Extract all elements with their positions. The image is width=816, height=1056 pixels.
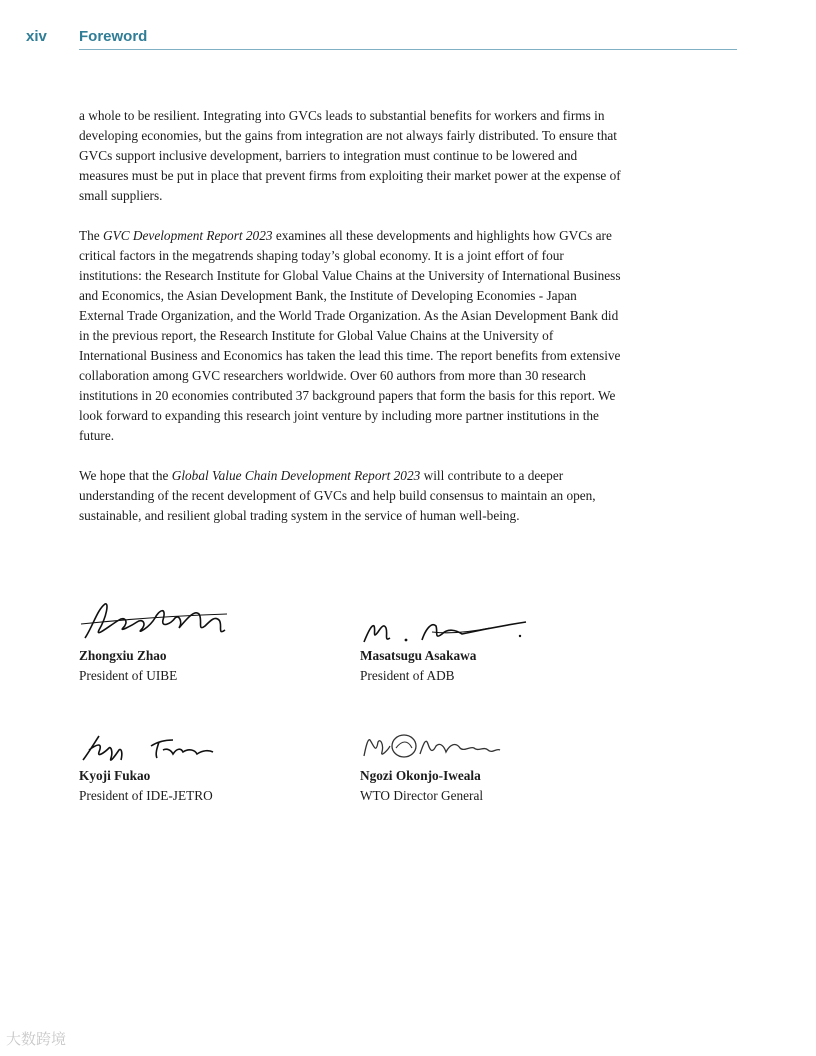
signatory-asakawa [360,596,600,686]
signatory-name: Masatsugu Asakawa [360,648,477,663]
signatory-role: President of ADB [360,668,455,683]
paragraph-1: a whole to be resilient. Integrating into GVCs leads to substantial benefits for workers and firms in developing economies, but the gains from integration are not always fairly distributed. To ensure that GVCs support inclusive development, barriers to integration must continue to be lowered and measures must be put in place that prevent firms from exploiting their market power at the expense of small suppliers. [79,108,621,203]
report-full-title-italic: Global Value Chain Development Report 2023 [171,468,421,483]
signature-asakawa-image [360,596,560,646]
signature-zhao-image [79,596,279,646]
signatory-name: Zhongxiu Zhao [79,648,167,663]
paragraph-3 [79,466,624,526]
header-divider [79,49,737,50]
signatory-name: Kyoji Fukao [79,768,151,783]
paragraph-2 [79,226,624,446]
page-number: xiv [26,28,47,45]
signature-okonjo-iweala-image [360,716,560,766]
watermark-text: 大数跨境 [6,1030,67,1048]
paragraph-2-rest: examines all these developments and highlights how GVCs are critical factors in the megatrends shaping today’s global economy. It is a joint effort of four institutions: the Research Institute for Global Value Chains at the University of International Business and Economics, the Asian Development Bank, the Institute of Developing Economies - Japan External Trade Organization, and the World Trade Organization. As the Asian Development Bank did in the previous report, the Research Institute for Global Value Chains at the University of International Business and Economics has taken the lead this time. The report benefits from extensive collaboration among GVC researchers worldwide. Over 60 authors from more than 30 research institutions in 20 economies contributed 37 background papers that form the basis for this report. We look forward to expanding this research joint venture by including more partner institutions in the future. [79,228,621,443]
signatory-fukao [79,716,319,806]
signatory-zhao [79,596,319,686]
signatory-name: Ngozi Okonjo-Iweala [360,768,481,783]
paragraph-2-lead: The [79,228,103,243]
section-title: Foreword [79,28,148,45]
signatory-role: WTO Director General [360,788,484,803]
report-title-italic: GVC Development Report 2023 [103,228,273,243]
paragraph-3-lead: We hope that the [79,468,172,483]
page-header [0,0,816,60]
foreword-body [79,106,624,546]
signature-fukao-image [79,716,279,766]
signatory-role: President of IDE-JETRO [79,788,213,803]
paragraph-3-rest: will contribute to a deeper understanding of the recent development of GVCs and help build consensus to maintain an open, sustainable, and resilient global trading system in the service of human well-being. [79,468,596,523]
signatory-role: President of UIBE [79,668,178,683]
signatory-okonjo-iweala [360,716,600,806]
